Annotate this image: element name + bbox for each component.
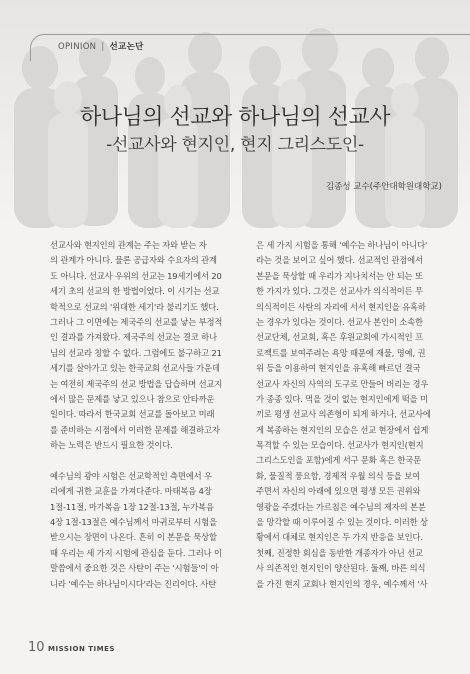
body-text-line: 한 가지가 있다. 그것은 선교사가 의식적이든 무 — [256, 286, 423, 297]
body-text-line: 니라 '예수는 하나님이시다'라는 진리이다. 사탄 — [50, 578, 217, 589]
body-text-line: 리에게 귀한 교훈을 가져다준다. 마태복음 4장 — [50, 486, 212, 497]
magazine-name: MISSION TIMES — [48, 645, 115, 653]
body-text-line: 목격할 수 있는 모습이다. 선교사가 현지인(현지 — [256, 440, 424, 451]
body-text-line: 본문을 묵상할 때 우리가 지나치서는 안 되는 또 — [256, 270, 423, 281]
body-text-line: 님의 선교라 칭할 수 없다. 그럼에도 불구하고 21 — [50, 347, 222, 358]
body-text-line: 도 아니다. 선교사 우위의 선교는 19세기에서 20 — [50, 270, 222, 281]
section-label — [58, 40, 144, 52]
body-text-line: 끼로 평생 선교사 의존형이 되게 하거나, 선교사에 — [256, 409, 431, 420]
page-number: 10 — [28, 640, 45, 655]
paragraph-gap — [50, 453, 246, 468]
body-text-line: 화, 물질적 풍요함, 경제적 우월 의식 등을 보여 — [256, 470, 420, 481]
body-text-line: 받으시는 장면이 나온다. 흔히 이 본문을 묵상할 — [50, 532, 217, 543]
article-subtitle: -선교사와 현지인, 현지 그리스도인- — [106, 135, 364, 155]
body-text-line: 는 경우가 있다는 것이다. 선교사 본인이 소속한 — [256, 316, 423, 327]
body-text-line: 사 의존적인 현지인이 양산된다. 둘째, 바른 의식 — [256, 563, 426, 574]
body-column-left — [50, 238, 246, 592]
body-text-line: 예수님의 광야 시험은 선교학적인 측면에서 우 — [50, 470, 212, 481]
body-text-line: 영광을 주겠다는 가르침은 예수님의 제자의 본분 — [256, 501, 426, 512]
body-text-line: 로젝트를 보여주려는 욕망 때문에 재물, 명예, 권 — [256, 347, 426, 358]
body-text-line: 일이다. 따라서 한국교회 선교를 돌아보고 미래 — [50, 409, 215, 420]
body-text-line: 인 결과를 가져왔다. 제국주의 선교는 결코 하나 — [50, 332, 217, 343]
body-text-line: 선교단체, 선교회, 혹은 후원교회에 가시적인 프 — [256, 332, 423, 343]
body-text-line: 때 우리는 세 가지 시험에 관심을 둔다. 그러나 이 — [50, 547, 222, 558]
body-text-line: 라는 것을 보이고 싶어 했다. 선교적인 관점에서 — [256, 255, 423, 266]
body-column-right — [256, 238, 452, 592]
body-text-line: 하는 노력은 반드시 필요한 것이다. — [50, 440, 173, 451]
body-text-line: 말씀에서 중요한 것은 사탄이 주는 '시험들'이 아 — [50, 563, 219, 574]
section-label-ko: 선교논단 — [109, 42, 144, 52]
article-title: 하나님의 선교와 하나님의 선교사 — [79, 105, 390, 130]
body-text-line: 4장 1절-13절은 예수님께서 마귀로부터 시험을 — [50, 517, 218, 528]
body-text-line: 학적으로 선교의 '위대한 세기'라 불리기도 했다. — [50, 301, 219, 312]
body-text-line: 세기 초의 선교의 한 방법이었다. 이 시기는 선교 — [50, 286, 220, 297]
body-text-line: 을 가진 현지 교회나 현지인의 경우, 예수께서 '사 — [256, 578, 428, 589]
body-text-line: 그러나 그 이면에는 제국주의 선교를 낳는 부정적 — [50, 316, 223, 327]
body-text-line: 그리스도인을 포함)에게 서구 문화 혹은 한국문 — [256, 455, 421, 466]
body-text-line: 1절-11절, 마가복음 1장 12절-13절, 누가복음 — [50, 501, 214, 512]
article-author: 김종성 교수(주안대학원대학교) — [325, 182, 442, 192]
body-text-line: 선교사 자신의 사역의 도구로 만들어 버리는 경우 — [256, 378, 429, 389]
body-text-line: 세기를 살아가고 있는 한국교회 선교사들 가운데 — [50, 363, 220, 374]
body-text-line: 가 종종 있다. 먹을 것이 없는 현지인에게 떡을 미 — [256, 393, 428, 404]
body-text-line: 를 준비하는 시점에서 이러한 문제를 해결하고자 — [50, 424, 220, 435]
body-text-line: 선교사와 현지인의 관계는 주는 자와 받는 자 — [50, 240, 207, 250]
body-text-line: 의 관계가 아니다. 물론 공급자와 수요자의 관계 — [50, 255, 217, 266]
body-text-line: 위 등을 이용하여 현지인을 유혹해 빠르던 결국 — [256, 363, 421, 374]
body-text-line: 의식적이든 사탄의 자리에 서서 현지인을 유혹하 — [256, 301, 426, 312]
body-text-line: 을 망각할 때 이루어질 수 있는 것이다. 이러한 상 — [256, 517, 428, 528]
section-label-en: OPINION — [58, 42, 97, 52]
body-text-line: 첫째, 진정한 회심을 동반한 개종자가 아닌 선교 — [256, 547, 423, 558]
page-footer — [28, 640, 115, 655]
body-text-line: 게 복종하는 현지인의 모습은 선교 현장에서 쉽게 — [256, 424, 429, 435]
body-text-line: 에서 많은 문제를 낳고 있으나 참으로 안타까운 — [50, 393, 215, 404]
body-text-line: 은 세 가지 시험을 통해 '예수는 하나님이 아니다' — [256, 240, 428, 250]
body-text-line: 주면서 자신의 아래에 있으면 평생 모든 권위와 — [256, 486, 421, 497]
section-separator: | — [101, 42, 105, 52]
body-text-line: 는 여전히 제국주의 선교 방법을 답습하며 선교지 — [50, 378, 223, 389]
body-text-line: 황에서 대체로 현지인은 두 가지 반응을 보인다. — [256, 532, 423, 543]
